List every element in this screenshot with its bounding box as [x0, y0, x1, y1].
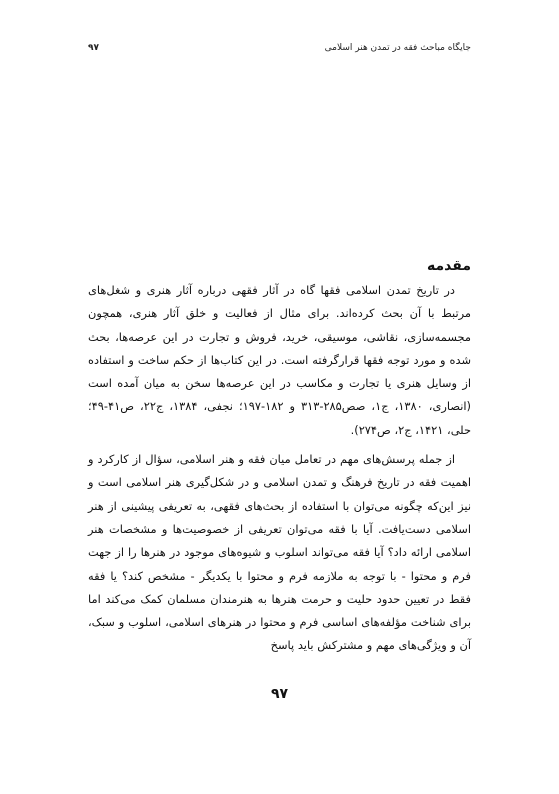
page-number: ۹۷	[270, 686, 289, 702]
running-header-page-number: ۹۷	[88, 43, 99, 53]
paragraph: از جمله پرسش‌های مهم در تعامل میان فقه و هنر اسلامی، سؤال از کارکرد و اهمیت فقه در تاریخ فرهنگ و تمدن اسلامی و در شکل‌گیری هنر اسلامی است و نیز این‌که چگونه می‌توان با استفاده از بحث‌های فقهی، به تعریفی پیشینی از هنر اسلامی دست‌یافت. آیا با فقه می‌توان تعریفی از خصوصیت‌ها و مشخصات هنر اسلامی ارائه داد؟ آیا فقه می‌تواند اسلوب و شیوه‌های موجود در هنرها را از جهت فرم و محتوا - با توجه به ملازمه فرم و محتوا با یکدیگر - مشخص کند؟ یا فقه فقط در تعیین حدود حلیت و حرمت هنرها به هنرمندان مسلمان کمک می‌کند اما برای شناخت مؤلفه‌های اساسی فرم و محتوا در هنرهای اسلامی، اسلوب و سبک، آن و ویژگی‌های مهم و مشترکش باید پاسخ	[88, 452, 471, 653]
paragraph: در تاریخ تمدن اسلامی فقها گاه در آثار فقهی درباره آثار هنری و شغل‌های مرتبط با آن بحث کرده‌اند. برای مثال از فعالیت و خلق آثار هنری، همچون مجسمه‌سازی، نقاشی، موسیقی، خرید، فروش و تجارت در این عرصه‌ها، بحث شده و مورد توجه فقها قرارگرفته است. در این کتاب‌ها از حکم ساخت و استفاده از وسایل هنری یا تجارت و مکاسب در این عرصه‌ها سخن به میان آمده است (انصاری، ۱۳۸۰، ج۱، صص۲۸۵-۳۱۳ و ۱۸۲-۱۹۷؛ نجفی، ۱۳۸۴، ج۲۲، ص۴۱-۴۹؛ حلی، ۱۴۲۱، ج۲، ص۲۷۴).	[88, 283, 471, 437]
running-header-title: جایگاه مباحث فقه در تمدن هنر اسلامی	[324, 43, 471, 53]
running-header	[88, 40, 471, 56]
section-heading: مقدمه	[427, 258, 471, 274]
body-text	[88, 279, 471, 658]
